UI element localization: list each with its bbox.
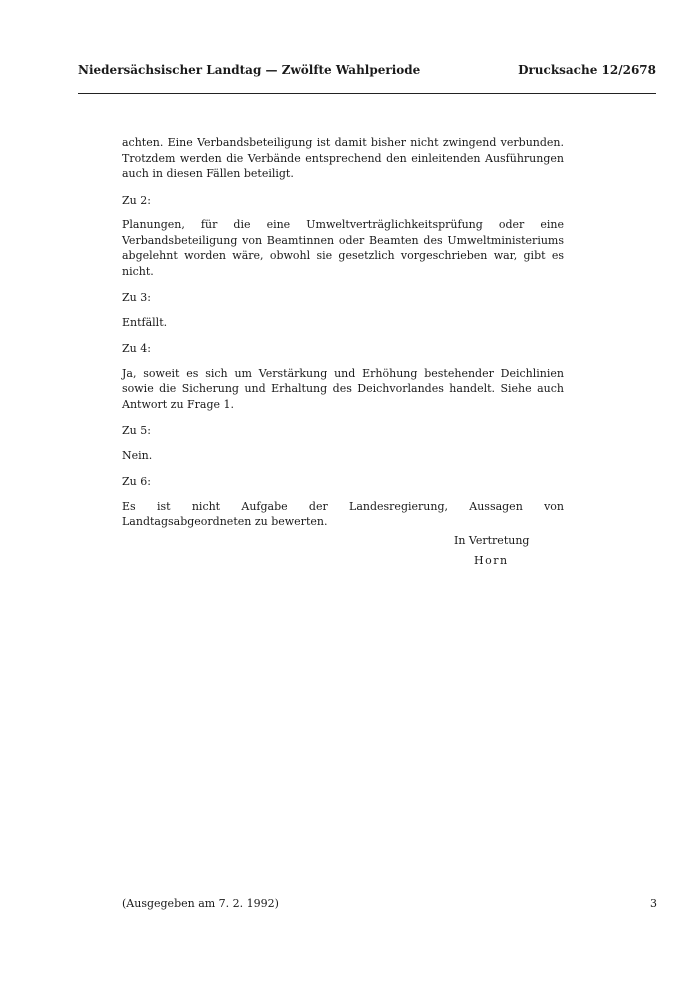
answer-6: Es ist nicht Aufgabe der Landesregierung, Aussagen von Landtagsabgeordneten zu bewerten. xyxy=(122,499,564,528)
answer-2: Planungen, für die eine Umweltverträglichkeitsprüfung oder eine Verbandsbeteiligung von Beamtinnen oder Beamten des Umweltministeriums abgelehnt worden wäre, obwohl sie gesetzlich vorgeschrieben war, gibt es nicht. xyxy=(122,218,564,278)
signature-block xyxy=(454,531,544,571)
page-number: 3 xyxy=(650,897,657,910)
answer-5: Nein. xyxy=(122,448,153,462)
answer-4: Ja, soweit es sich um Verstärkung und Erhöhung bestehender Deichlinien sowie die Sicherung und Erhaltung des Deichvorlandes handelt. Siehe auch Antwort zu Frage 1. xyxy=(122,366,564,411)
heading-zu-4: Zu 4: xyxy=(122,342,151,355)
header-title: Niedersächsischer Landtag — Zwölfte Wahlperiode xyxy=(78,63,421,77)
header-divider xyxy=(78,93,656,94)
document-body xyxy=(122,135,564,541)
heading-zu-2: Zu 2: xyxy=(122,193,151,207)
signature-role: In Vertretung xyxy=(454,534,530,547)
answer-3: Entfällt. xyxy=(122,315,168,329)
document-number: Drucksache 12/2678 xyxy=(518,63,656,77)
paragraph-continuation: achten. Eine Verbandsbeteiligung ist damit bisher nicht zwingend verbunden. Trotzdem werden die Verbände entsprechend den einleitenden Ausführungen auch in diesen Fällen beteiligt. xyxy=(122,136,564,180)
heading-zu-5: Zu 5: xyxy=(122,424,151,437)
issue-date-note: (Ausgegeben am 7. 2. 1992) xyxy=(122,897,279,910)
heading-zu-3: Zu 3: xyxy=(122,291,151,304)
heading-zu-6: Zu 6: xyxy=(122,475,151,488)
signature-name: Horn xyxy=(474,554,509,567)
